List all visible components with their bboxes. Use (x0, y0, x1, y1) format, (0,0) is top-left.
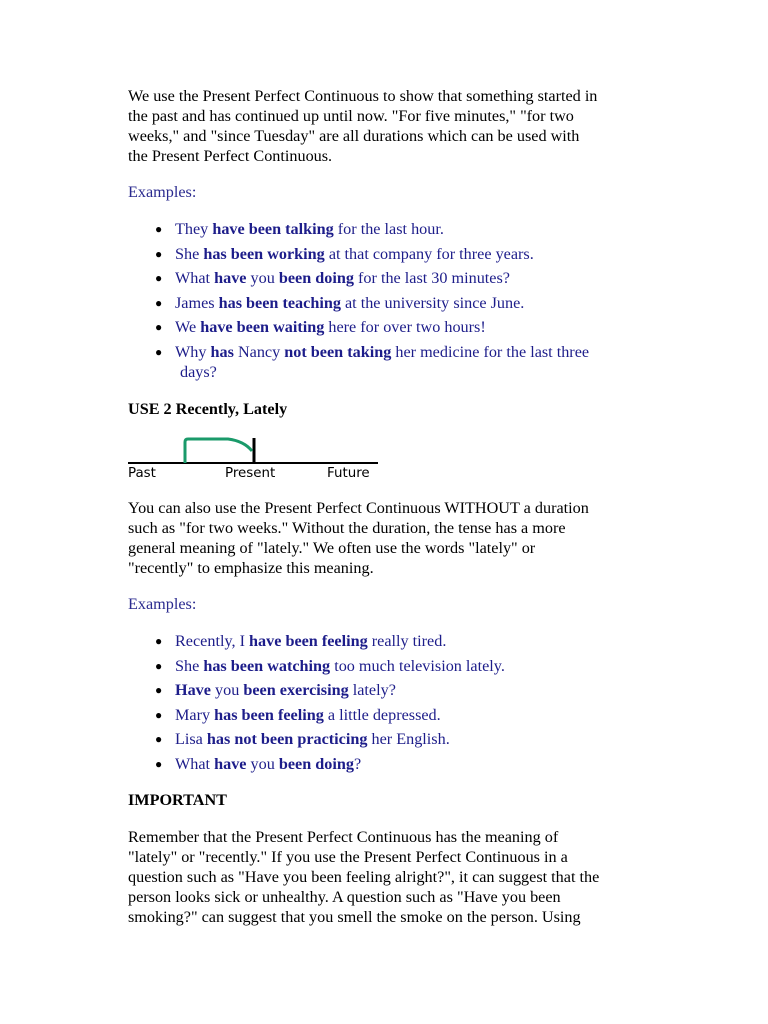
verb-phrase: been exercising (243, 681, 349, 700)
example-text: What (175, 754, 215, 773)
bullet-icon: ● (155, 344, 163, 359)
verb-phrase: not been taking (284, 342, 392, 361)
example-text: James (175, 293, 219, 312)
use2-paragraph (128, 498, 589, 578)
examples-list (128, 631, 688, 779)
verb-phrase: been doing (278, 269, 354, 288)
paragraph-line: smoking?" can suggest that you smell the smoke on the person. Using (128, 908, 581, 926)
bullet-icon: ● (155, 732, 163, 747)
verb-phrase: have been feeling (249, 632, 368, 650)
bullet-icon: ● (155, 320, 163, 335)
bullet-icon: ● (155, 683, 163, 698)
example-item (128, 754, 688, 774)
paragraph-line: such as "for two weeks." Without the duration, the tense has a more (128, 519, 566, 537)
example-text: Mary (175, 705, 215, 724)
verb-phrase: has been teaching (218, 293, 341, 312)
example-item (128, 317, 688, 337)
paragraph-line: question such as "Have you been feeling alright?", it can suggest that the (128, 868, 600, 886)
bullet-icon: ● (155, 658, 163, 673)
paragraph-line: the past and has continued up until now. "For five minutes," "for two (128, 107, 574, 125)
example-item (128, 342, 688, 382)
example-text: What (175, 269, 215, 288)
verb-phrase: Have (175, 681, 211, 700)
verb-phrase: has (210, 342, 234, 361)
examples-label: Examples: (128, 183, 197, 201)
paragraph-line: weeks," and "since Tuesday" are all durations which can be used with (128, 127, 580, 145)
example-text: She (175, 656, 204, 675)
bullet-icon: ● (155, 707, 163, 722)
verb-phrase: have been waiting (200, 318, 325, 337)
bullet-icon: ● (155, 246, 163, 261)
example-item (128, 268, 688, 288)
verb-phrase: have (214, 269, 247, 288)
example-text: a little depressed. (323, 705, 441, 724)
examples-label: Examples: (128, 595, 197, 613)
bullet-icon: ● (155, 222, 163, 236)
paragraph-line: "lately" or "recently." If you use the Present Perfect Continuous in a (128, 848, 568, 866)
example-item (128, 219, 688, 239)
example-text: Nancy (233, 342, 285, 361)
paragraph-line: Remember that the Present Perfect Continuous has the meaning of (128, 828, 559, 846)
timeline-diagram (128, 432, 388, 486)
example-item (128, 705, 688, 725)
bullet-icon: ● (155, 271, 163, 286)
example-text: her English. (367, 730, 450, 749)
example-text: at that company for three years. (324, 244, 534, 263)
example-item (128, 631, 688, 651)
timeline-label-future: Future (327, 466, 370, 481)
verb-phrase: has been working (203, 244, 325, 263)
example-text: She (175, 244, 204, 263)
section-heading-use2: USE 2 Recently, Lately (128, 400, 288, 418)
example-text: We (175, 318, 201, 337)
example-item (128, 293, 688, 313)
example-text: here for over two hours! (324, 318, 486, 337)
verb-phrase: has been watching (203, 656, 331, 675)
bullet-icon: ● (155, 634, 163, 648)
paragraph-line: person looks sick or unhealthy. A question such as "Have you been (128, 888, 561, 906)
duration-arc (185, 439, 252, 463)
example-text: too much television lately. (330, 656, 505, 675)
example-text: you (210, 681, 244, 700)
paragraph-line: general meaning of "lately." We often use the words "lately" or (128, 539, 536, 557)
example-text: Recently, I (175, 632, 250, 650)
example-text: her medicine for the last three (391, 342, 590, 361)
paragraph-line: "recently" to emphasize this meaning. (128, 559, 374, 577)
bullet-icon: ● (155, 295, 163, 310)
example-text: ? (353, 754, 362, 773)
example-text: Lisa (175, 730, 207, 749)
example-text: They (175, 220, 213, 238)
intro-paragraph (128, 86, 597, 166)
paragraph-line: You can also use the Present Perfect Continuous WITHOUT a duration (128, 499, 589, 517)
example-item (128, 244, 688, 264)
example-item (128, 656, 688, 676)
example-text: for the last 30 minutes? (353, 269, 510, 288)
examples-list (128, 219, 688, 387)
example-text: really tired. (367, 632, 447, 650)
verb-phrase: has not been practicing (206, 730, 368, 749)
example-text: you (246, 754, 279, 773)
verb-phrase: been doing (278, 754, 354, 773)
example-text: you (246, 269, 279, 288)
bullet-icon: ● (155, 756, 163, 771)
example-text: days? (180, 362, 217, 381)
verb-phrase: have (214, 754, 247, 773)
example-text: Why (175, 342, 211, 361)
timeline-label-present: Present (225, 466, 276, 481)
example-item (128, 680, 688, 700)
section-heading-important: IMPORTANT (128, 791, 227, 809)
timeline-graphic (128, 432, 388, 466)
timeline-label-past: Past (128, 466, 156, 481)
verb-phrase: has been feeling (214, 705, 324, 724)
important-paragraph (128, 827, 599, 927)
example-item (128, 729, 688, 749)
example-text: at the university since June. (340, 293, 525, 312)
example-text: for the last hour. (333, 220, 444, 238)
example-text: lately? (348, 681, 396, 700)
verb-phrase: have been talking (212, 220, 334, 238)
paragraph-line: the Present Perfect Continuous. (128, 147, 333, 165)
paragraph-line: We use the Present Perfect Continuous to show that something started in (128, 87, 598, 105)
